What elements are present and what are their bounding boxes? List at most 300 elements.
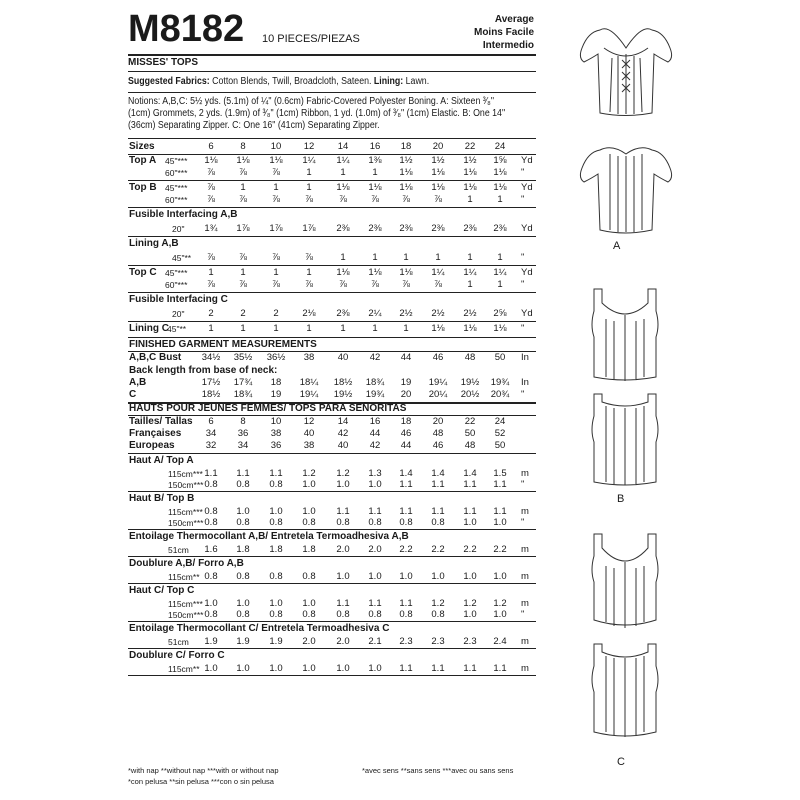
table-cell: 1⅛ — [463, 323, 477, 334]
table-cell: ⅞ — [272, 279, 280, 290]
table-cell: 1 — [497, 279, 503, 290]
table-cell: 2½ — [463, 308, 477, 319]
table-cell: 2.0 — [302, 636, 316, 647]
table-cell: 1.0 — [336, 479, 350, 490]
notions-line: (36cm) Separating Zipper. C: One 16" (41cm) Separating Zipper. — [128, 120, 380, 131]
table-cell: 16 — [369, 416, 381, 427]
table-cell: 17¾ — [233, 377, 253, 388]
table-cell: 1.0 — [463, 517, 477, 528]
fabric-width: 45"** — [172, 253, 192, 263]
fabric-width: 45"** — [167, 324, 187, 334]
table-cell: 2⅜ — [493, 223, 507, 234]
table-cell: 1 — [306, 182, 312, 193]
table-cell: 10 — [270, 141, 282, 152]
rule — [128, 453, 536, 454]
table-cell: 1.8 — [236, 544, 250, 555]
table-cell: 1¼ — [302, 155, 316, 166]
table-cell: 40 — [337, 352, 349, 363]
view-b-front-illustration — [580, 285, 670, 385]
table-cell: 1.0 — [236, 506, 250, 517]
table-cell: 1 — [372, 252, 378, 263]
table-cell: ⅞ — [305, 252, 313, 263]
table-cell: 36½ — [266, 352, 286, 363]
table-cell: 1 — [497, 252, 503, 263]
unit-label: " — [521, 389, 525, 400]
table-cell: 34 — [237, 440, 249, 451]
unit-label: m — [521, 468, 529, 479]
table-cell: 1.0 — [269, 663, 283, 674]
table-cell: 2.0 — [336, 544, 350, 555]
table-cell: 0.8 — [431, 609, 445, 620]
table-cell: 1.1 — [493, 479, 507, 490]
metric-section-title: Haut B/ Top B — [129, 493, 195, 504]
table-cell: 0.8 — [368, 609, 382, 620]
table-cell: 1.1 — [399, 479, 413, 490]
table-cell: 1.1 — [399, 598, 413, 609]
table-cell: 0.8 — [336, 517, 350, 528]
table-cell: 6 — [208, 141, 214, 152]
notions-line: (1cm) Grommets, 2 yds. (1.9m) of ³⁄₈" (1cm) Ribbon, 1 yd. (1.0m) of ³⁄₈" (1cm) Elastic. B: One 14" — [128, 108, 506, 119]
rule — [128, 71, 536, 72]
table-cell: 17½ — [201, 377, 221, 388]
table-cell: 0.8 — [269, 609, 283, 620]
metric-section-title: Doublure A,B/ Forro A,B — [129, 558, 244, 569]
table-cell: 2⅜ — [463, 223, 477, 234]
table-cell: 50 — [464, 428, 476, 439]
table-cell: 1 — [340, 323, 346, 334]
fabric-width: 51cm — [168, 637, 189, 647]
table-cell: 36 — [270, 440, 282, 451]
table-cell: 1 — [372, 167, 378, 178]
table-cell: 1.1 — [431, 479, 445, 490]
table-cell: 1.0 — [236, 663, 250, 674]
unit-label: " — [521, 252, 525, 263]
table-cell: 0.8 — [236, 517, 250, 528]
rule — [128, 180, 536, 181]
rule — [128, 138, 536, 139]
table-cell: 1.1 — [336, 506, 350, 517]
table-cell: 1.4 — [431, 468, 445, 479]
table-cell: 1.1 — [368, 598, 382, 609]
table-cell: ⅞ — [272, 194, 280, 205]
table-cell: 2⅜ — [399, 223, 413, 234]
table-cell: ⅞ — [371, 194, 379, 205]
table-cell: 1.9 — [204, 636, 218, 647]
unit-label: m — [521, 506, 529, 517]
metric-size-label: Tailles/ Tallas — [129, 416, 193, 427]
table-cell: 1.0 — [204, 598, 218, 609]
table-cell: 1 — [273, 267, 279, 278]
table-cell: 1⅛ — [463, 182, 477, 193]
table-cell: 1¼ — [493, 267, 507, 278]
table-cell: 1.0 — [302, 598, 316, 609]
table-cell: 1.0 — [368, 663, 382, 674]
table-cell: 0.8 — [236, 609, 250, 620]
table-cell: 1⅛ — [493, 182, 507, 193]
table-cell: 20 — [400, 389, 412, 400]
table-cell: 40 — [337, 440, 349, 451]
table-cell: 1.1 — [493, 506, 507, 517]
table-cell: 1.0 — [368, 571, 382, 582]
table-cell: 34½ — [201, 352, 221, 363]
table-cell: 1.0 — [336, 571, 350, 582]
table-cell: ⅞ — [207, 279, 215, 290]
fabric-width: 150cm*** — [168, 480, 204, 490]
table-cell: 2.2 — [463, 544, 477, 555]
table-cell: ⅞ — [207, 182, 215, 193]
unit-label: m — [521, 598, 529, 609]
table-cell: ⅞ — [239, 279, 247, 290]
level-en: Average — [494, 14, 534, 25]
table-cell: 1.9 — [269, 636, 283, 647]
yardage-section-title: Lining A,B — [129, 238, 179, 249]
table-cell: 19 — [270, 389, 282, 400]
table-cell: 2⅜ — [336, 223, 350, 234]
table-cell: 0.8 — [269, 479, 283, 490]
back-length-view-label: C — [129, 389, 137, 400]
table-cell: 1¼ — [336, 155, 350, 166]
table-cell: 1 — [240, 267, 246, 278]
table-cell: 19½ — [460, 377, 480, 388]
table-cell: 46 — [400, 428, 412, 439]
fabric-width: 115cm** — [168, 572, 200, 582]
table-cell: 1 — [306, 167, 312, 178]
table-cell: 36 — [237, 428, 249, 439]
fabric-width: 115cm** — [168, 664, 200, 674]
table-cell: 1 — [497, 194, 503, 205]
table-cell: 2⅝ — [493, 308, 507, 319]
table-cell: 20¾ — [490, 389, 510, 400]
unit-label: " — [521, 609, 525, 620]
rule — [128, 92, 536, 93]
table-cell: 1⅛ — [493, 323, 507, 334]
unit-label: " — [521, 517, 525, 528]
table-cell: 44 — [400, 440, 412, 451]
table-cell: 2.0 — [368, 544, 382, 555]
table-cell: 14 — [337, 141, 349, 152]
table-cell: 2.1 — [368, 636, 382, 647]
table-cell: 1 — [208, 267, 214, 278]
table-cell: 2½ — [399, 308, 413, 319]
table-cell: 1.0 — [399, 571, 413, 582]
table-cell: 2.4 — [493, 636, 507, 647]
fabric-width: 20" — [172, 224, 185, 234]
table-cell: ⅞ — [339, 279, 347, 290]
section-title: MISSES' TOPS — [128, 57, 198, 68]
table-cell: 42 — [337, 428, 349, 439]
table-cell: 1¾ — [204, 223, 218, 234]
suggested-fabrics — [128, 76, 429, 88]
unit-label: m — [521, 636, 529, 647]
table-cell: 1 — [372, 323, 378, 334]
table-cell: ⅞ — [207, 194, 215, 205]
view-a-back-illustration — [570, 140, 680, 240]
view-b-back-illustration — [580, 390, 670, 490]
table-cell: 18¾ — [365, 377, 385, 388]
fabrics-text: Cotton Blends, Twill, Broadcloth, Sateen. — [212, 76, 372, 87]
table-cell: ⅞ — [239, 194, 247, 205]
table-cell: 2½ — [431, 308, 445, 319]
table-cell: 1 — [208, 323, 214, 334]
table-cell: 1.1 — [204, 468, 218, 479]
table-cell: 2.3 — [463, 636, 477, 647]
unit-label: " — [521, 279, 525, 290]
table-cell: 1.1 — [431, 506, 445, 517]
table-cell: 1.1 — [493, 663, 507, 674]
unit-label: " — [521, 323, 525, 334]
table-cell: 19 — [400, 377, 412, 388]
table-cell: 1⅛ — [204, 155, 218, 166]
rule — [128, 491, 536, 492]
table-cell: 1.0 — [431, 571, 445, 582]
table-cell: 44 — [400, 352, 412, 363]
table-cell: 2.2 — [399, 544, 413, 555]
view-c-back-illustration — [580, 640, 670, 745]
difficulty-level — [428, 13, 534, 52]
table-cell: ⅞ — [371, 279, 379, 290]
table-cell: 50 — [494, 352, 506, 363]
table-cell: 1.2 — [463, 598, 477, 609]
table-cell: 1⅛ — [431, 167, 445, 178]
table-cell: 12 — [303, 416, 315, 427]
table-cell: 1⅛ — [336, 182, 350, 193]
table-cell: 2 — [208, 308, 214, 319]
table-cell: 1 — [273, 182, 279, 193]
table-cell: 2 — [240, 308, 246, 319]
table-cell: 20 — [432, 141, 444, 152]
table-cell: 1 — [403, 252, 409, 263]
table-cell: 2.0 — [336, 636, 350, 647]
table-cell: 34 — [205, 428, 217, 439]
view-c-front-illustration — [580, 530, 670, 630]
yardage-section-title: Fusible Interfacing A,B — [129, 209, 238, 220]
table-cell: 2.2 — [431, 544, 445, 555]
unit-label: m — [521, 663, 529, 674]
table-cell: 19¾ — [365, 389, 385, 400]
fabrics-label: Suggested Fabrics: — [128, 76, 210, 87]
table-cell: ⅞ — [207, 167, 215, 178]
table-cell: 18 — [400, 141, 412, 152]
fabric-width: 51cm — [168, 545, 189, 555]
table-cell: 1 — [306, 323, 312, 334]
metric-size-label: Europeas — [129, 440, 175, 451]
table-cell: 24 — [494, 416, 506, 427]
table-cell: 10 — [270, 416, 282, 427]
table-cell: 1⅛ — [368, 267, 382, 278]
table-cell: 52 — [494, 428, 506, 439]
rule — [128, 54, 536, 56]
table-cell: 0.8 — [399, 517, 413, 528]
table-cell: 18 — [400, 416, 412, 427]
table-cell: ⅞ — [239, 167, 247, 178]
table-cell: ⅞ — [434, 279, 442, 290]
table-cell: 2⅛ — [302, 308, 316, 319]
table-cell: 1⅛ — [399, 182, 413, 193]
unit-label: Yd — [521, 308, 533, 319]
table-cell: 19½ — [333, 389, 353, 400]
table-cell: 1.8 — [302, 544, 316, 555]
table-cell: 0.8 — [204, 517, 218, 528]
fabric-width: 150cm*** — [168, 610, 204, 620]
unit-label: In — [521, 377, 529, 388]
table-cell: 48 — [464, 440, 476, 451]
unit-label: Yd — [521, 267, 533, 278]
table-cell: 1.2 — [336, 468, 350, 479]
unit-label: Yd — [521, 182, 533, 193]
fabric-width: 20" — [172, 309, 185, 319]
table-cell: 0.8 — [302, 571, 316, 582]
metric-section-title: Entoilage Thermocollant C/ Entretela Termoadhesiva C — [129, 623, 390, 634]
notions-line: Notions: A,B,C: 5½ yds. (5.1m) of ¼" (0.6cm) Fabric-Covered Polyester Boning. A: Sixteen ³⁄₈" — [128, 96, 494, 107]
table-cell: 1.0 — [236, 598, 250, 609]
table-cell: 1 — [467, 252, 473, 263]
table-cell: 2.3 — [431, 636, 445, 647]
table-cell: 18½ — [333, 377, 353, 388]
fabric-width: 60"*** — [165, 280, 188, 290]
rule — [128, 583, 536, 584]
rule — [128, 529, 536, 530]
rule — [128, 556, 536, 557]
table-cell: 0.8 — [399, 609, 413, 620]
table-cell: 1 — [435, 252, 441, 263]
table-cell: 1.0 — [302, 663, 316, 674]
table-cell: 1.0 — [493, 517, 507, 528]
unit-label: Yd — [521, 155, 533, 166]
metric-section-title: Haut A/ Top A — [129, 455, 194, 466]
table-cell: 1.1 — [236, 468, 250, 479]
table-cell: 1¼ — [463, 267, 477, 278]
table-cell: 38 — [303, 440, 315, 451]
table-cell: 18½ — [201, 389, 221, 400]
table-cell: 1.2 — [302, 468, 316, 479]
table-cell: 1½ — [431, 155, 445, 166]
table-cell: 1½ — [399, 155, 413, 166]
table-cell: 1.4 — [399, 468, 413, 479]
table-cell: 1.1 — [463, 663, 477, 674]
table-cell: 1 — [403, 323, 409, 334]
table-cell: 1.0 — [463, 609, 477, 620]
table-cell: 32 — [205, 440, 217, 451]
table-cell: 1⅛ — [269, 155, 283, 166]
table-cell: 0.8 — [269, 517, 283, 528]
rule — [128, 321, 536, 322]
table-cell: 1.5 — [493, 468, 507, 479]
table-cell: 1.2 — [431, 598, 445, 609]
table-cell: 46 — [432, 440, 444, 451]
view-a-front-illustration — [570, 18, 680, 118]
metric-section-title: HAUTS POUR JEUNES FEMMES/ TOPS PARA SEÑORITAS — [129, 403, 407, 414]
table-cell: 42 — [369, 352, 381, 363]
table-cell: 1.1 — [463, 479, 477, 490]
unit-label: m — [521, 571, 529, 582]
table-cell: 0.8 — [204, 479, 218, 490]
table-cell: 1.6 — [204, 544, 218, 555]
fabric-width: 60"*** — [165, 168, 188, 178]
table-cell: 1⅞ — [236, 223, 250, 234]
table-cell: 24 — [494, 141, 506, 152]
pieces-count: 10 PIECES/PIEZAS — [262, 33, 360, 45]
rule — [128, 337, 536, 338]
table-cell: 20¼ — [428, 389, 448, 400]
table-cell: 1½ — [463, 155, 477, 166]
unit-label: " — [521, 479, 525, 490]
lining-text: Lawn. — [405, 76, 430, 87]
table-cell: 1.0 — [204, 663, 218, 674]
table-cell: 1 — [340, 252, 346, 263]
table-cell: 0.8 — [204, 609, 218, 620]
table-cell: 1.0 — [368, 479, 382, 490]
metric-section-title: Entoilage Thermocollant A,B/ Entretela Termoadhesiva A,B — [129, 531, 409, 542]
table-cell: 14 — [337, 416, 349, 427]
table-cell: 44 — [369, 428, 381, 439]
table-cell: 1 — [240, 323, 246, 334]
table-cell: 48 — [464, 352, 476, 363]
table-cell: ⅞ — [402, 279, 410, 290]
table-cell: 0.8 — [302, 609, 316, 620]
table-cell: 1⅝ — [493, 155, 507, 166]
table-cell: 2.2 — [493, 544, 507, 555]
table-cell: 0.8 — [431, 517, 445, 528]
table-cell: 1 — [467, 279, 473, 290]
table-cell: ⅞ — [305, 194, 313, 205]
table-cell: 6 — [208, 416, 214, 427]
table-cell: 0.8 — [368, 517, 382, 528]
metric-section-title: Doublure C/ Forro C — [129, 650, 225, 661]
unit-label: In — [521, 352, 529, 363]
table-cell: 0.8 — [236, 479, 250, 490]
view-label-c: C — [617, 756, 625, 768]
view-label-b: B — [617, 493, 625, 505]
rule — [128, 292, 536, 293]
table-cell: ⅞ — [339, 194, 347, 205]
yardage-section-title: Lining C — [129, 323, 169, 334]
table-cell: 1.1 — [368, 506, 382, 517]
table-cell: 38 — [270, 428, 282, 439]
unit-label: " — [521, 194, 525, 205]
table-cell: 1⅞ — [302, 223, 316, 234]
metric-section-title: Haut C/ Top C — [129, 585, 195, 596]
table-cell: 1 — [240, 182, 246, 193]
table-cell: 1.0 — [269, 506, 283, 517]
fabric-width: 45"*** — [165, 183, 188, 193]
table-cell: 1.8 — [269, 544, 283, 555]
view-label-a: A — [613, 240, 621, 252]
table-cell: 0.8 — [204, 506, 218, 517]
table-cell: 19¾ — [490, 377, 510, 388]
table-cell: 0.8 — [302, 517, 316, 528]
table-cell: 2¼ — [368, 308, 382, 319]
table-cell: 1⅞ — [269, 223, 283, 234]
table-cell: 40 — [303, 428, 315, 439]
table-cell: 1.1 — [399, 506, 413, 517]
table-cell: 1.0 — [463, 571, 477, 582]
table-cell: 1.1 — [431, 663, 445, 674]
table-cell: 1 — [273, 323, 279, 334]
table-cell: 1⅛ — [463, 167, 477, 178]
table-cell: ⅞ — [305, 279, 313, 290]
unit-label: Yd — [521, 223, 533, 234]
finished-measurements-title: FINISHED GARMENT MEASUREMENTS — [129, 339, 317, 350]
unit-label: m — [521, 544, 529, 555]
table-cell: 1.0 — [302, 479, 316, 490]
table-cell: 1.1 — [399, 663, 413, 674]
rule — [128, 648, 536, 649]
back-length-label: Back length from base of neck: — [129, 365, 278, 376]
table-cell: 35½ — [233, 352, 253, 363]
table-cell: 1⅛ — [336, 267, 350, 278]
bust-label: A,B,C Bust — [129, 352, 182, 363]
rule — [128, 207, 536, 208]
